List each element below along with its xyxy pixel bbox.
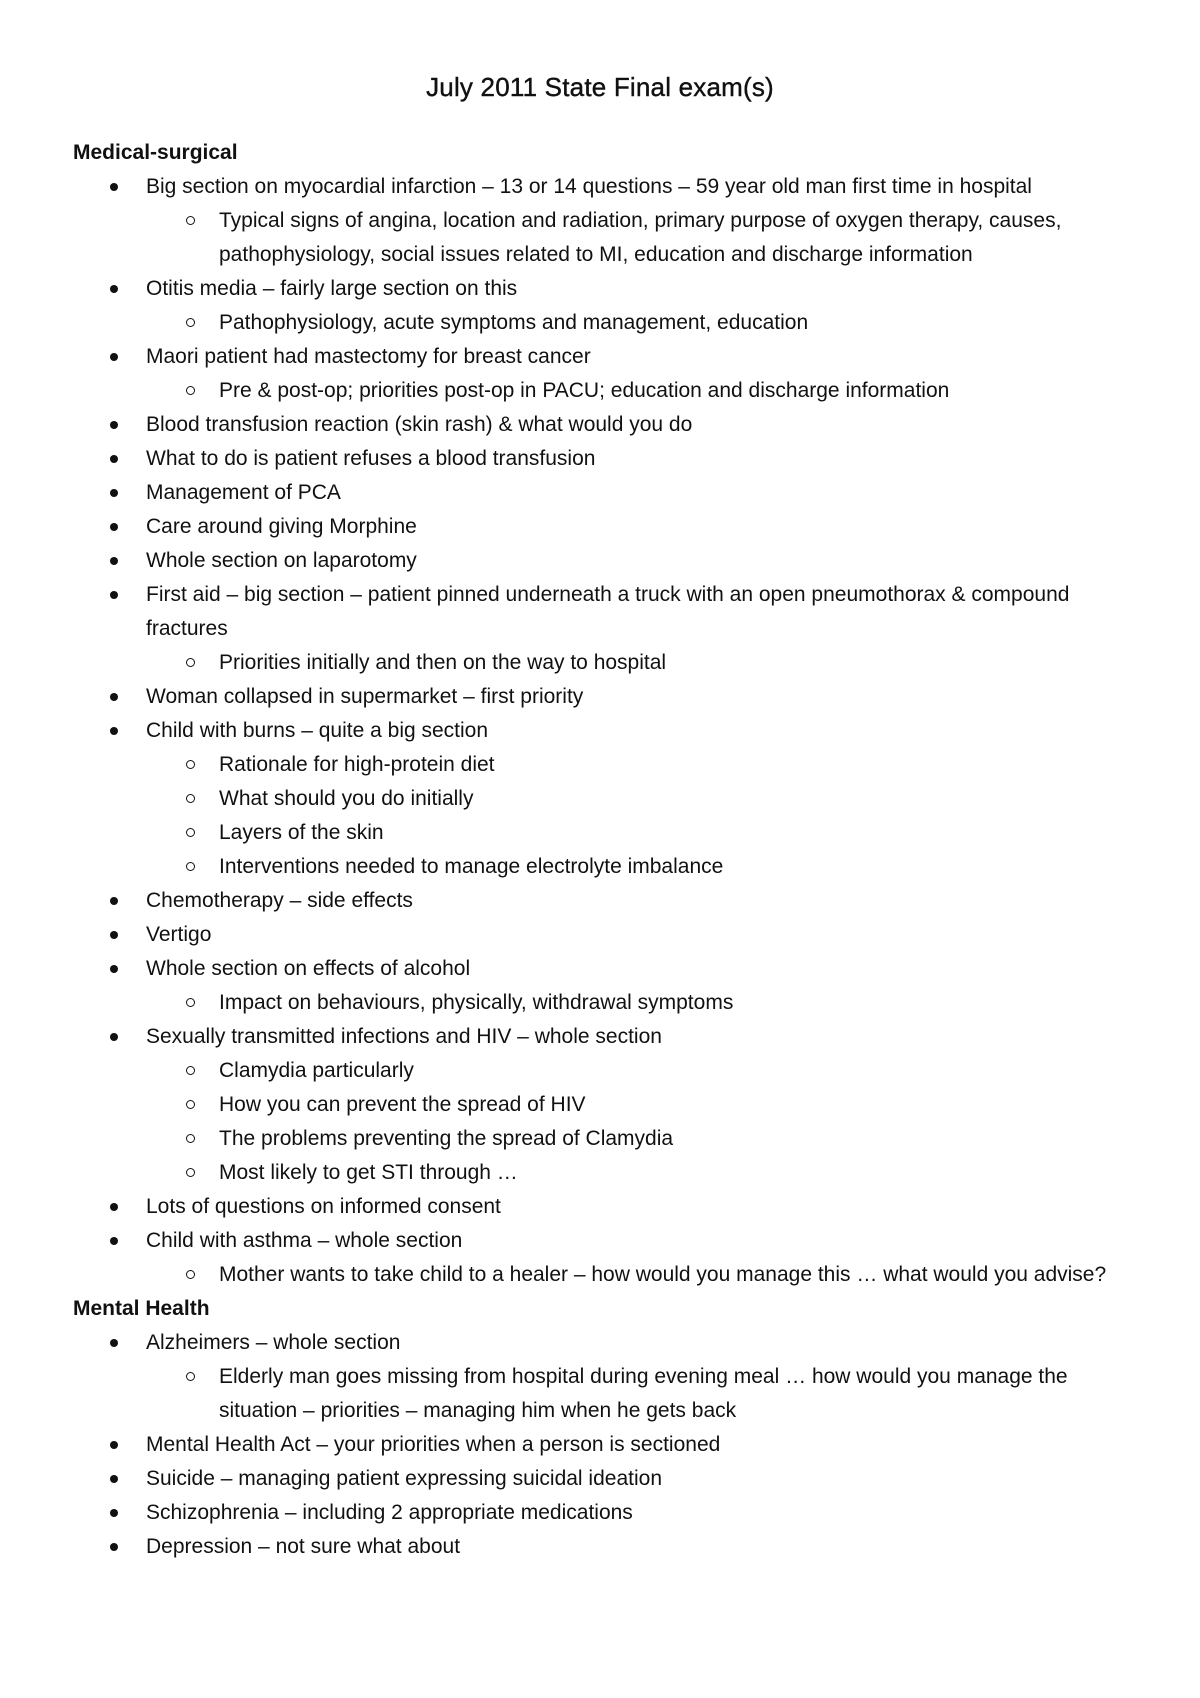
list-item: Whole section on effects of alcohol <box>73 952 1133 986</box>
sub-list-item: Clamydia particularly <box>73 1054 1133 1088</box>
list-item: Mental Health Act – your priorities when a person is sectioned <box>73 1428 1133 1462</box>
sub-list-item: Mother wants to take child to a healer – how would you manage this … what would you advise? <box>73 1258 1133 1292</box>
list-item: What to do is patient refuses a blood transfusion <box>73 442 1133 476</box>
sub-list-item: Layers of the skin <box>73 816 1133 850</box>
list-item: Sexually transmitted infections and HIV – whole section <box>73 1020 1133 1054</box>
list-item: Schizophrenia – including 2 appropriate medications <box>73 1496 1133 1530</box>
list-item: Blood transfusion reaction (skin rash) & what would you do <box>73 408 1133 442</box>
list-item: First aid – big section – patient pinned underneath a truck with an open pneumothorax & compound fractures <box>73 578 1133 646</box>
list-item: Woman collapsed in supermarket – first priority <box>73 680 1133 714</box>
sub-list-item: Rationale for high-protein diet <box>73 748 1133 782</box>
sub-list-item: Interventions needed to manage electrolyte imbalance <box>73 850 1133 884</box>
sub-list-item: Pathophysiology, acute symptoms and management, education <box>73 306 1133 340</box>
list-item: Depression – not sure what about <box>73 1530 1133 1564</box>
sub-list-item: What should you do initially <box>73 782 1133 816</box>
bullet-list <box>73 170 1133 1292</box>
list-item: Suicide – managing patient expressing suicidal ideation <box>73 1462 1133 1496</box>
list-item: Management of PCA <box>73 476 1133 510</box>
sub-list-item: Most likely to get STI through … <box>73 1156 1133 1190</box>
section-heading: Mental Health <box>73 1297 210 1320</box>
list-item: Chemotherapy – side effects <box>73 884 1133 918</box>
list-item: Child with asthma – whole section <box>73 1224 1133 1258</box>
section-heading: Medical-surgical <box>73 141 238 164</box>
list-item: Vertigo <box>73 918 1133 952</box>
list-item: Child with burns – quite a big section <box>73 714 1133 748</box>
list-item: Otitis media – fairly large section on this <box>73 272 1133 306</box>
sub-list-item: How you can prevent the spread of HIV <box>73 1088 1133 1122</box>
sub-list-item: Impact on behaviours, physically, withdrawal symptoms <box>73 986 1133 1020</box>
sub-list-item: The problems preventing the spread of Clamydia <box>73 1122 1133 1156</box>
list-item: Big section on myocardial infarction – 13 or 14 questions – 59 year old man first time in hospital <box>73 170 1133 204</box>
document-body <box>73 136 1133 1564</box>
bullet-list <box>73 1326 1133 1564</box>
sub-list-item: Pre & post-op; priorities post-op in PACU; education and discharge information <box>73 374 1133 408</box>
sub-list-item: Elderly man goes missing from hospital during evening meal … how would you manage the situation – priorities – managing him when he gets back <box>73 1360 1133 1428</box>
list-item: Lots of questions on informed consent <box>73 1190 1133 1224</box>
sub-list-item: Priorities initially and then on the way to hospital <box>73 646 1133 680</box>
list-item: Maori patient had mastectomy for breast cancer <box>73 340 1133 374</box>
page-title: July 2011 State Final exam(s) <box>426 72 774 102</box>
list-item: Alzheimers – whole section <box>73 1326 1133 1360</box>
sub-list-item: Typical signs of angina, location and radiation, primary purpose of oxygen therapy, causes, pathophysiology, social issues related to MI, education and discharge information <box>73 204 1133 272</box>
list-item: Care around giving Morphine <box>73 510 1133 544</box>
list-item: Whole section on laparotomy <box>73 544 1133 578</box>
